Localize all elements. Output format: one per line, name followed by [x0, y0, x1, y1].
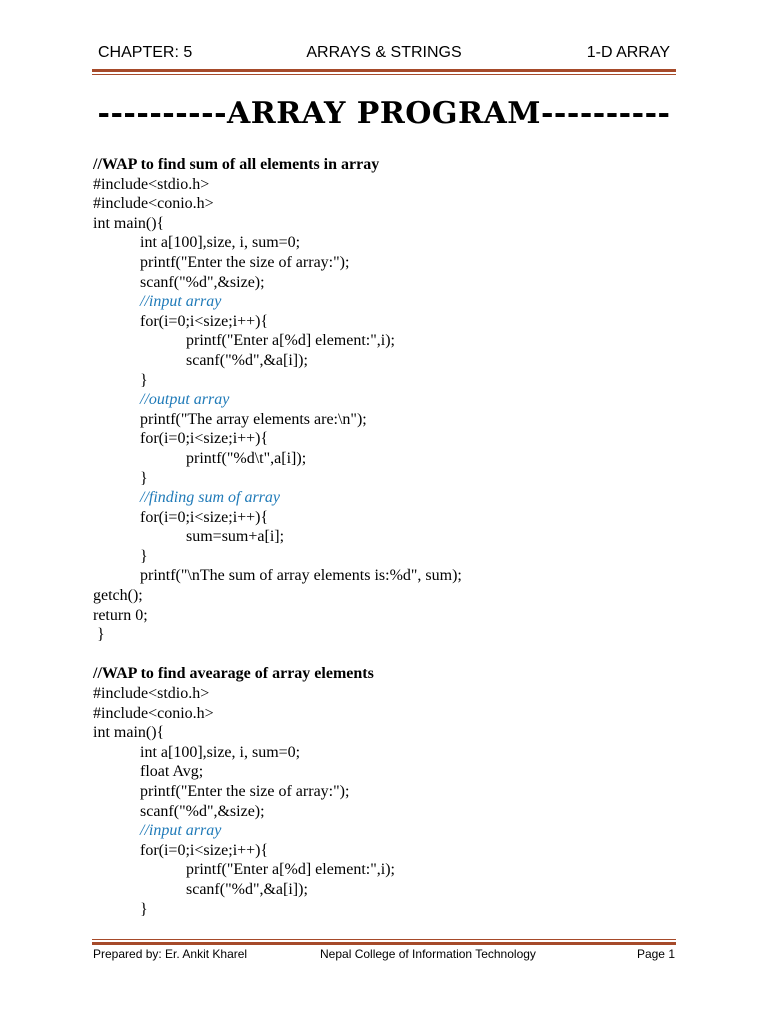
program-heading: //WAP to find sum of all elements in array — [93, 156, 380, 173]
code-line: #include<conio.h> — [93, 195, 214, 213]
code-line: printf("\nThe sum of array elements is:%d", sum); — [140, 567, 462, 585]
code-line: int main(){ — [93, 214, 165, 232]
program-heading: //WAP to find avearage of array elements — [93, 665, 374, 683]
code-line: #include<stdio.h> — [93, 685, 210, 703]
code-line: } — [140, 469, 148, 487]
code-line: float Avg; — [140, 763, 204, 781]
code-line: } — [140, 547, 148, 565]
code-comment: //finding sum of array — [140, 489, 281, 507]
code-line: sum=sum+a[i]; — [186, 528, 285, 546]
code-line: #include<stdio.h> — [93, 175, 210, 193]
code-comment: //input array — [140, 293, 222, 311]
code-line: for(i=0;i<size;i++){ — [140, 841, 269, 859]
code-comment: //output array — [140, 391, 230, 409]
code-listing — [93, 155, 683, 919]
footer-author: Prepared by: Er. Ankit Kharel — [93, 947, 248, 961]
code-line: for(i=0;i<size;i++){ — [140, 508, 269, 526]
code-line: #include<conio.h> — [93, 704, 214, 722]
code-line: return 0; — [93, 606, 148, 624]
code-line: printf("Enter a[%d] element:",i); — [186, 332, 395, 350]
header-rule-thin — [92, 74, 676, 75]
code-line: printf("Enter the size of array:"); — [140, 783, 350, 800]
code-comment: //input array — [140, 822, 222, 840]
code-line: printf("Enter a[%d] element:",i); — [186, 861, 395, 879]
footer-page-number: Page 1 — [636, 947, 675, 961]
header-section: 1-D ARRAY — [586, 44, 670, 61]
header-chapter: CHAPTER: 5 — [98, 44, 193, 61]
code-line: printf("%d\t",a[i]); — [186, 449, 307, 467]
header-topic: ARRAYS & STRINGS — [306, 44, 462, 61]
footer-rule-thin — [92, 939, 676, 940]
code-line: scanf("%d",&size); — [140, 273, 265, 291]
code-line: int main(){ — [93, 724, 165, 742]
code-line: scanf("%d",&a[i]); — [186, 351, 308, 369]
code-line: scanf("%d",&size); — [140, 802, 265, 820]
page-header — [98, 44, 670, 68]
code-line: printf("Enter the size of array:"); — [140, 253, 350, 271]
code-line: getch(); — [93, 587, 143, 605]
page-title: ----------ARRAY PROGRAM---------- — [97, 96, 671, 131]
code-line: int a[100],size, i, sum=0; — [140, 743, 301, 761]
code-line: for(i=0;i<size;i++){ — [140, 430, 269, 448]
code-line: int a[100],size, i, sum=0; — [140, 234, 301, 252]
code-line: } — [140, 900, 148, 918]
page-footer — [93, 947, 675, 965]
code-line: scanf("%d",&a[i]); — [186, 880, 308, 898]
footer-college: Nepal College of Information Technology — [320, 947, 536, 961]
footer-rule-thick — [92, 942, 676, 945]
code-line: } — [140, 371, 148, 389]
code-line: for(i=0;i<size;i++){ — [140, 312, 269, 330]
code-line: printf("The array elements are:\n"); — [140, 410, 367, 428]
header-rule-thick — [92, 69, 676, 72]
code-line: } — [93, 626, 105, 644]
code-line — [93, 645, 683, 665]
